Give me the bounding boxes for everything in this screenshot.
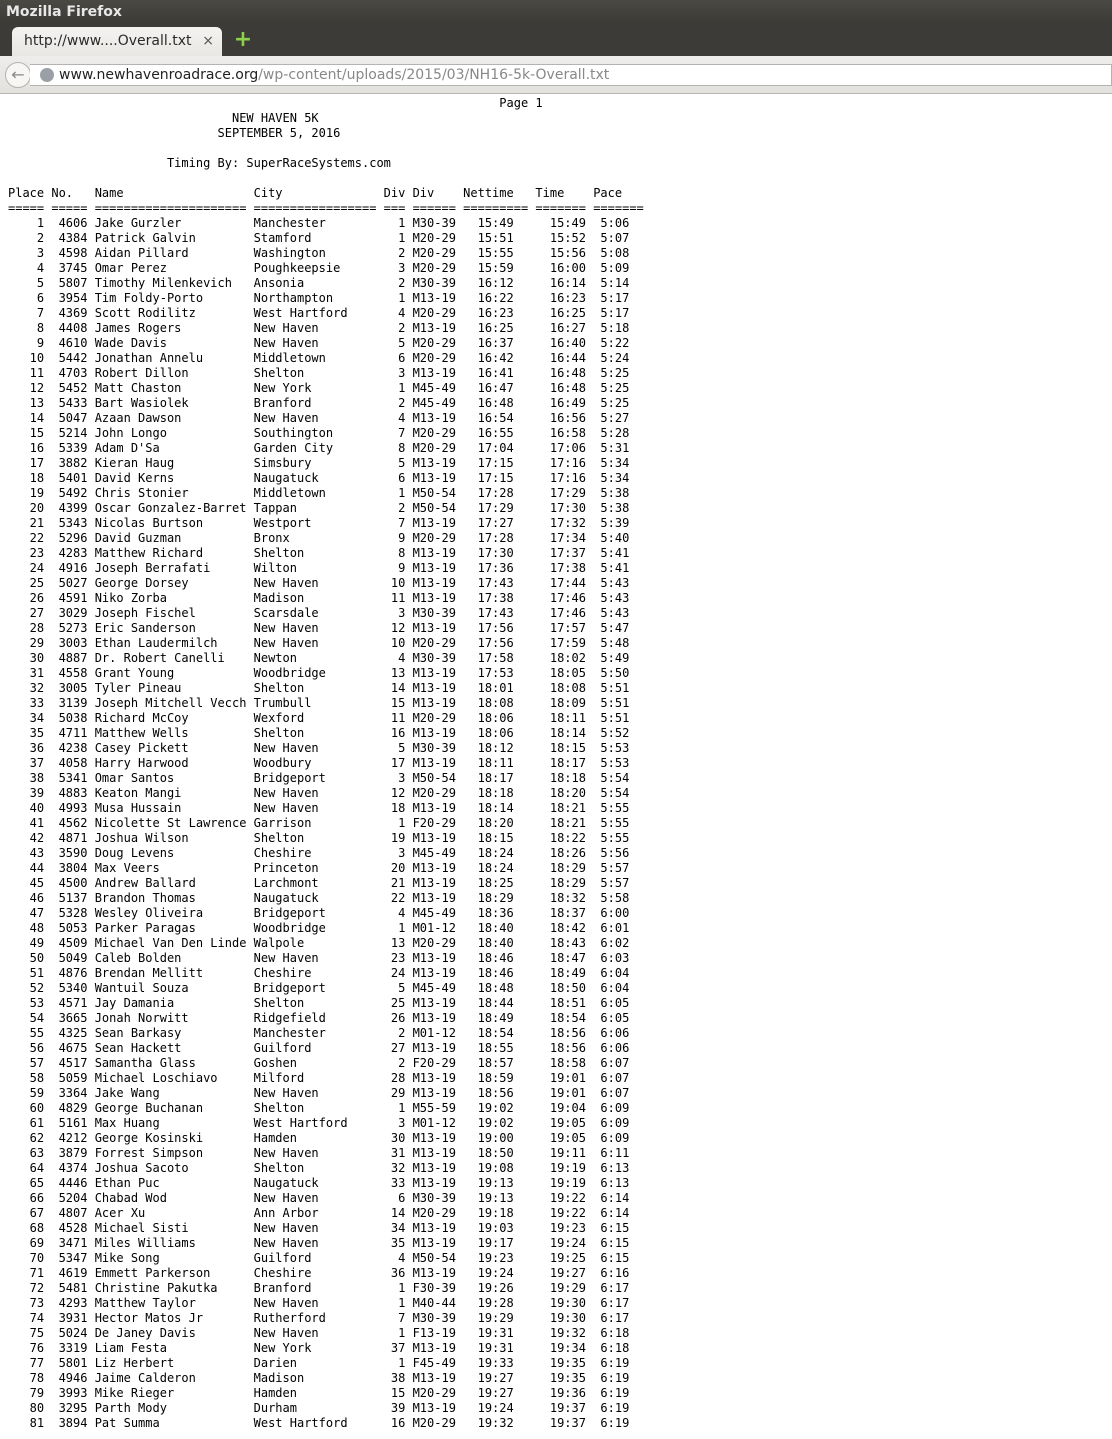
new-tab-icon[interactable]: +: [233, 27, 253, 52]
tab-strip: [0, 24, 1112, 56]
results-text-document: Page 1 NEW HAVEN 5K SEPTEMBER 5, 2016 Timing By: SuperRaceSystems.com Place No. Name City Div Div Nettime Time Pace ===== ===== ===================== ================= === ====== ========= ======= ======= 1 4606 Jake Gurzler Manchester 1 M30-39 15:49 15:49 5:06 2 4384 Patrick Galvin Stamford 1 M20-29 15:51 15:52 5:07 3 4598 Aidan Pillard Washington 2 M20-29 15:55 15:56 5:08 4 3745 Omar Perez Poughkeepsie 3 M20-29 15:59 16:00 5:09 5 5807 Timothy Milenkevich Ansonia 2 M30-39 16:12 16:14 5:14 6 3954 Tim Foldy-Porto Northampton 1 M13-19 16:22 16:23 5:17 7 4369 Scott Rodilitz West Hartford 4 M20-29 16:23 16:25 5:17 8 4408 James Rogers New Haven 2 M13-19 16:25 16:27 5:18 9 4610 Wade Davis New Haven 5 M20-29 16:37 16:40 5:22 10 5442 Jonathan Annelu Middletown 6 M20-29 16:42 16:44 5:24 11 4703 Robert Dillon Shelton 3 M13-19 16:41 16:48 5:25 12 5452 Matt Chaston New York 1 M45-49 16:47 16:48 5:25 13 5433 Bart Wasiolek Branford 2 M45-49 16:48 16:49 5:25 14 5047 Azaan Dawson New Haven 4 M13-19 16:54 16:56 5:27 15 5214 John Longo Southington 7 M20-29 16:55 16:58 5:28 16 5339 Adam D'Sa Garden City 8 M20-29 17:04 17:06 5:31 17 3882 Kieran Haug Simsbury 5 M13-19 17:15 17:16 5:34 18 5401 David Kerns Naugatuck 6 M13-19 17:15 17:16 5:34 19 5492 Chris Stonier Middletown 1 M50-54 17:28 17:29 5:38 20 4399 Oscar Gonzalez-Barret Tappan 2 M50-54 17:29 17:30 5:38 21 5343 Nicolas Burtson Westport 7 M13-19 17:27 17:32 5:39 22 5296 David Guzman Bronx 9 M20-29 17:28 17:34 5:40 23 4283 Matthew Richard Shelton 8 M13-19 17:30 17:37 5:41 24 4916 Joseph Berrafati Wilton 9 M13-19 17:36 17:38 5:41 25 5027 George Dorsey New Haven 10 M13-19 17:43 17:44 5:43 26 4591 Niko Zorba Madison 11 M13-19 17:38 17:46 5:43 27 3029 Joseph Fischel Scarsdale 3 M30-39 17:43 17:46 5:43 28 5273 Eric Sanderson New Haven 12 M13-19 17:56 17:57 5:47 29 3003 Ethan Laudermilch New Haven 10 M20-29 17:56 17:59 5:48 30 4887 Dr. Robert Canelli Newton 4 M30-39 17:58 18:02 5:49 31 4558 Grant Young Woodbridge 13 M13-19 17:53 18:05 5:50 32 3005 Tyler Pineau Shelton 14 M13-19 18:01 18:08 5:51 33 3139 Joseph Mitchell Vecch Trumbull 15 M13-19 18:08 18:09 5:51 34 5038 Richard McCoy Wexford 11 M20-29 18:06 18:11 5:51 35 4711 Matthew Wells Shelton 16 M13-19 18:06 18:14 5:52 36 4238 Casey Pickett New Haven 5 M30-39 18:12 18:15 5:53 37 4058 Harry Harwood Woodbury 17 M13-19 18:11 18:17 5:53 38 5341 Omar Santos Bridgeport 3 M50-54 18:17 18:18 5:54 39 4883 Keaton Mangi New Haven 12 M20-29 18:18 18:20 5:54 40 4993 Musa Hussain New Haven 18 M13-19 18:14 18:21 5:55 41 4562 Nicolette St Lawrence Garrison 1 F20-29 18:20 18:21 5:55 42 4871 Joshua Wilson Shelton 19 M13-19 18:15 18:22 5:55 43 3590 Doug Levens Cheshire 3 M45-49 18:24 18:26 5:56 44 3804 Max Veers Princeton 20 M13-19 18:24 18:29 5:57 45 4500 Andrew Ballard Larchmont 21 M13-19 18:25 18:29 5:57 46 5137 Brandon Thomas Naugatuck 22 M13-19 18:29 18:32 5:58 47 5328 Wesley Oliveira Bridgeport 4 M45-49 18:36 18:37 6:00 48 5053 Parker Paragas Woodbridge 1 M01-12 18:40 18:42 6:01 49 4509 Michael Van Den Linde Walpole 13 M20-29 18:40 18:43 6:02 50 5049 Caleb Bolden New Haven 23 M13-19 18:46 18:47 6:03 51 4876 Brendan Mellitt Cheshire 24 M13-19 18:46 18:49 6:04 52 5340 Wantuil Souza Bridgeport 5 M45-49 18:48 18:50 6:04 53 4571 Jay Damania Shelton 25 M13-19 18:44 18:51 6:05 54 3665 Jonah Norwitt Ridgefield 26 M13-19 18:49 18:54 6:05 55 4325 Sean Barkasy Manchester 2 M01-12 18:54 18:56 6:06 56 4675 Sean Hackett Guilford 27 M13-19 18:55 18:56 6:06 57 4517 Samantha Glass Goshen 2 F20-29 18:57 18:58 6:07 58 5059 Michael Loschiavo Milford 28 M13-19 18:59 19:01 6:07 59 3364 Jake Wang New Haven 29 M13-19 18:56 19:01 6:07 60 4829 George Buchanan Shelton 1 M55-59 19:02 19:04 6:09 61 5161 Max Huang West Hartford 3 M01-12 19:02 19:05 6:09 62 4212 George Kosinski Hamden 30 M13-19 19:00 19:05 6:09 63 3879 Forrest Simpson New Haven 31 M13-19 18:50 19:11 6:11 64 4374 Joshua Sacoto Shelton 32 M13-19 19:08 19:19 6:13 65 4446 Ethan Puc Naugatuck 33 M13-19 19:13 19:19 6:13 66 5204 Chabad Wod New Haven 6 M30-39 19:13 19:22 6:14 67 4807 Acer Xu Ann Arbor 14 M20-29 19:18 19:22 6:14 68 4528 Michael Sisti New Haven 34 M13-19 19:03 19:23 6:15 69 3471 Miles Williams New Haven 35 M13-19 19:17 19:24 6:15 70 5347 Mike Song Guilford 4 M50-54 19:23 19:25 6:15 71 4619 Emmett Parkerson Cheshire 36 M13-19 19:24 19:27 6:16 72 5481 Christine Pakutka Branford 1 F30-39 19:26 19:29 6:17 73 4293 Matthew Taylor New Haven 1 M40-44 19:28 19:30 6:17 74 3931 Hector Matos Jr Rutherford 7 M30-39 19:29 19:30 6:17 75 5024 De Janey Davis New Haven 1 F13-19 19:31 19:32 6:18 76 3319 Liam Festa New York 37 M13-19 19:31 19:34 6:18 77 5801 Liz Herbert Darien 1 F45-49 19:33 19:35 6:19 78 4946 Jaime Calderon Madison 38 M13-19 19:27 19:35 6:19 79 3993 Mike Rieger Hamden 15 M20-29 19:27 19:36 6:19 80 3295 Parth Mody Durham 39 M13-19 19:24 19:37 6:19 81 3894 Pat Summa West Hartford 16 M20-29 19:32 19:37 6:19: [8, 96, 644, 1430]
url-bar[interactable]: [30, 64, 1112, 86]
close-icon[interactable]: ×: [202, 33, 214, 49]
window-titlebar: [0, 0, 1112, 24]
tab-overall-txt[interactable]: [12, 27, 222, 56]
globe-icon: [40, 68, 54, 82]
url-text: [59, 65, 609, 85]
url-domain: www.newhavenroadrace.org: [59, 67, 259, 83]
tab-label: http://www....Overall.txt: [24, 33, 192, 49]
back-button[interactable]: ←: [5, 62, 31, 88]
navigation-toolbar: [0, 56, 1112, 94]
window-title: Mozilla Firefox: [6, 4, 122, 20]
url-path: /wp-content/uploads/2015/03/NH16-5k-Overall.txt: [258, 67, 610, 83]
